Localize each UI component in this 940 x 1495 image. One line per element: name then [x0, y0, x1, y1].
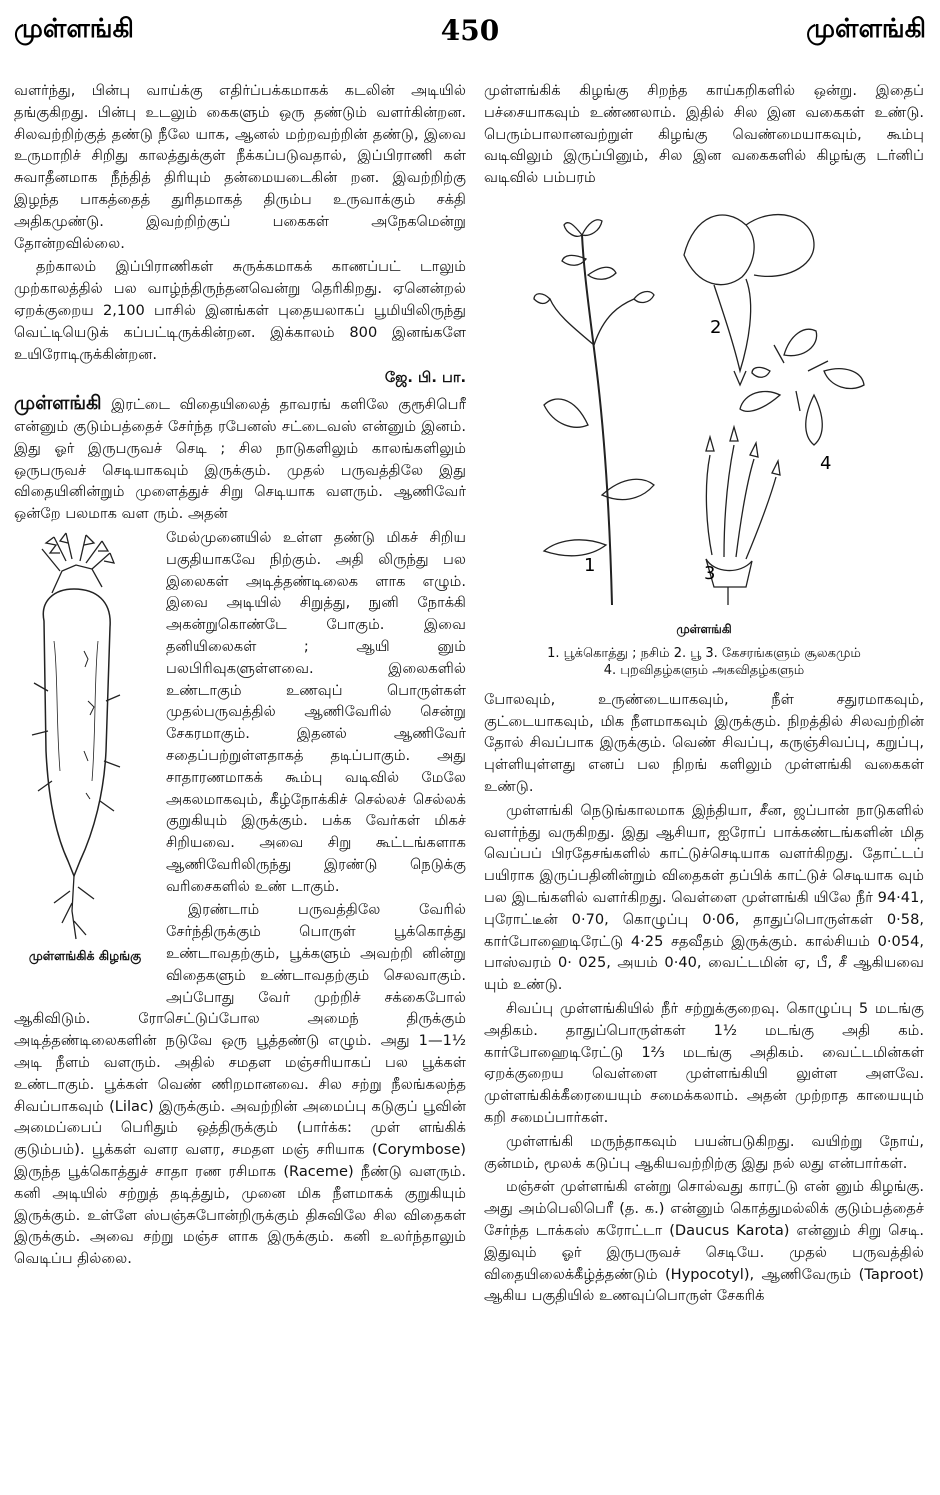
right-paragraph-3: முள்ளங்கி நெடுங்காலமாக இந்தியா, சீன, ஜப்பான் நாடுகளில் வளர்ந்து வருகிறது. இது ஆசியா, ஐரோப் பாக்கண்டங்களின் மித வெப்பப் பிரதேசங்களில் காட்டுச்செடியாக வளர்கிறது. தோட்டப் பயிராக இருப்பதினின்றும் விதைகள் தப்பிக் காட்டுச் செடியாக வும் பல இடங்களில் வளர்கிறது. வெள்ளை முள்ளங்கி யிலே நீர் 94·41, புரோட்டீன் 0·70, கொழுப்பு 0·06, தாதுப்பொருள்கள் 0·58, கார்போஹைடிரேட்டு 4·25 சதவீதம் இருக்கும். கால்சியம் 0·054, பாஸ்வரம் 0· 025, அயம் 0·40, வைட்டமின் ஏ, பீ, சீ ஆகியவை யும் உண்டு. [484, 801, 924, 994]
author-signature: ஜே. பி. பா. [384, 369, 466, 387]
figure-caption-line-2: 4. புறவிதழ்களும் அகவிதழ்களும் [603, 662, 805, 678]
figure-label-1: 1 [584, 554, 596, 576]
entry-paragraph [14, 393, 466, 525]
figure-label-4: 4 [820, 452, 832, 474]
left-paragraph-4: இரண்டாம் பருவத்திலே வேரில் சேர்ந்திருக்கும் பொருள் பூக்கொத்து உண்டாவதற்கும், பூக்களும் அவற்றி னின்று விதைகளும் உண்டாவதற்கும் செலவாகும். அப்போது வேர் முற்றிச் சக்கைபோல் ஆகிவிடும். ரோசெட்டுப்போல அமைந் திருக்கும் அடித்தண்டிலைகளின் நடுவே ஒரு பூத்தண்டு எழும். அது 1—1½ அடி நீளம் வளரும். அதில் சமதள மஞ்சரியாகப் பல பூக்கள் உண்டாகும். பூக்கள் வெண் ணிறமானவை. சில சற்று நீலங்கலந்த சிவப்பாகவும் (Lilac) இருக்கும். அவற்றின் அமைப்பு கடுகுப் பூவின் அமைப்பைப் பெரிதும் ஒத்திருக்கும் (பார்க்க: முள் ளங்கிக் குடும்பம்). பூக்கள் வளர வளர, சமதள மஞ் சரியாக (Corymbose) இருந்த பூக்கொத்துச் சாதா ரண ரசிமாக (Raceme) நீண்டு வளரும். கனி அடியில் சற்றுத் தடித்தும், முனை மிக நீளமாகக் குறுகியும் இருக்கும். உள்ளே ஸ்பஞ்சுபோன்றிருக்கும் திசுவிலே சில விதைகள் இருக்கும். அவை சற்று மஞ்ச ளாக இருக்கும். கனி உலர்ந்தாலும் வெடிப்ப தில்லை. [14, 901, 466, 1268]
figure-label-2: 2 [710, 316, 722, 338]
right-paragraph-2: போலவும், உருண்டையாகவும், நீள் சதுரமாகவும், குட்டையாகவும், மிக நீளமாகவும் இருக்கும். நிறத்தில் சிலவற்றின் தோல் சிவப்பாக இருக்கும். வெண் சிவப்பு, கருஞ்சிவப்பு, கறுப்பு, புள்ளியுள்ளது எனப் பல நிறங் களிலும் முள்ளங்கி வகைகள் உண்டு. [484, 690, 924, 795]
radish-root-figure [14, 531, 156, 993]
right-paragraph-5: முள்ளங்கி மருந்தாகவும் பயன்படுகிறது. வயிற்று நோய், குன்மம், மூலக் கடுப்பு ஆகியவற்றிற்கு இது நல் லது என்பார்கள். [484, 1132, 924, 1172]
radish-figure-caption: முள்ளங்கிக் கிழங்கு [28, 947, 142, 963]
right-paragraph-4: சிவப்பு முள்ளங்கியில் நீர் சற்றுக்குறைவு. கொழுப்பு 5 மடங்கு அதிகம். தாதுப்பொருள்கள் 1½ மடங்கு அதி கம். கார்போஹைடிரேட்டு 1⅔ மடங்கு அதிகம். வைட்டமின்கள் ஏறக்குறைய வெள்ளை முள்ளங்கியி லுள்ள அளவே. முள்ளங்கிக்கீரையையும் சமைக்கலாம். அதன் முற்றாத காயையும் கறி சமைப்பார்கள். [484, 999, 924, 1126]
entry-headword: முள்ளங்கி [14, 392, 102, 415]
left-column [14, 80, 466, 1272]
left-paragraph-1: வளர்ந்து, பின்பு வாய்க்கு எதிர்ப்பக்கமாகக் கடலின் அடியில் தங்குகிறது. பின்பு உடலும் கைகளும் ஒரு தண்டும் வளர்கின்றன. சிலவற்றிற்குத் தண்டு நீலே யாக, ஆனல் மற்றவற்றின் தண்டு, இவை உருமாறிச் சிறிது காலத்துக்குள் நீக்கப்படுவதால், இப்பிராணி கள் சுவாதீனமாக நீந்தித் திரியும் தன்மையடைகின் றன. இவற்றிற்கு இழந்த பாகத்தைத் துரிதமாகத் திரும்ப உருவாக்கும் சக்தி அதிகமுண்டு. இவற்றிற்குப் பகைகள் அநேகமென்று தோன்றவில்லை. [14, 82, 466, 252]
figure-title: முள்ளங்கி [676, 621, 732, 636]
right-paragraph-1: முள்ளங்கிக் கிழங்கு சிறந்த காய்கறிகளில் ஒன்று. இதைப் பச்சையாகவும் உண்ணலாம். இதில் சில இன வகைகள் உண்டு. பெரும்பாலானவற்றுள் கிழங்கு வெண்மையாகவும், கூம்பு வடிவிலும் இருப்பினும், சில இன வகைகளில் கிழங்கு டர்னிப் வடிவில் பம்பரம் [484, 82, 924, 187]
figure-caption [484, 645, 924, 679]
entry-body-continued: மேல்முனையில் உள்ள தண்டு மிகச் சிறிய பகுதியாகவே நிற்கும். அதி லிருந்து பல இலைகள் அடித்தண்டிலைக ளாக எழும். இவை அடியில் சிறுத்து, நுனி நோக்கி அகன்றுகொண்டே போகும். இவை தனியிலைகள் ; ஆயி னும் பலபிரிவுகளுள்ளவை. இலைகளில் உண்டாகும் உணவுப் பொருள்கள் முதல்பருவத்தில் ஆணிவேரில் சென்று சேகரமாகும். இதனல் ஆணிவேர் சதைப்பற்றுள்ளதாகத் தடிப்பாகும். அது சாதாரணமாகக் கூம்பு வடிவில் மேலே அகலமாகவும், கீழ்நோக்கிச் செல்லச் செல்லக் குறுகியும் இருக்கும். பக்க வேர்கள் மிகச் சிறியவை. அவை சிறு கூட்டங்களாக ஆணிவேரிலிருந்து இரண்டு நெடுக்கு வரிசைகளில் உண் டாகும். [166, 528, 466, 895]
entry-body-start: இரட்டை விதையிலைத் தாவரங் களிலே குரூசிபெரீ என்னும் குடும்பத்தைச் சேர்ந்த ரபேனஸ் சட்டைவஸ் என்னும் இனம். இது ஓர் இருபருவச் செடி ; சில நாடுகளிலும் காலங்களிலும் ஒருபருவச் செடியாகவும் இருக்கும். முதல் பருவத்திலே இது விதையினின்றும் முளைத்துச் சிறு செடியாக வளரும். ஆணிவேர் ஒன்றே பலமாக வள ரும். அதன் [14, 396, 466, 523]
radish-illustration [14, 531, 156, 943]
running-head-left: முள்ளங்கி [14, 14, 134, 44]
plant-figure [484, 195, 924, 615]
plant-illustration [484, 195, 924, 615]
right-column [484, 80, 924, 1309]
right-paragraph-6: மஞ்சள் முள்ளங்கி என்று சொல்வது காரட்டு என் னும் கிழங்கு. அது அம்பெலிபெரீ (த. க.) என்னும் கொத்துமல்லிக் குடும்பத்தைச் சேர்ந்த டாக்கஸ் கரோட்டா (Daucus Karota) என்னும் சிறு செடி. இதுவும் ஓர் இருபருவச் செடியே. முதல் பருவத்தில் விதையிலைக்கீழ்த்தண்டும் (Hypocotyl), ஆணிவேரும் (Taproot) ஆகிய பகுதியில் உணவுப்பொருள் சேகரிக் [484, 1178, 924, 1305]
figure-label-3: 3 [704, 562, 716, 584]
figure-caption-line-1: 1. பூக்கொத்து ; நசிம் 2. பூ 3. கேசரங்களும் சூலகமும் [547, 645, 861, 661]
left-paragraph-2: தற்காலம் இப்பிராணிகள் சுருக்கமாகக் காணப்பட் டாலும் முற்காலத்தில் பல வாழ்ந்திருந்தனவென்று தெரிகிறது. ஏனென்றல் ஏறக்குறைய 2,100 பாசில் இனங்கள் புதையலாகப் பூமியிலிருந்து வெட்டியெடுக் கப்பட்டிருக்கின்றன. இக்காலம் 800 இனங்களே உயிரோடிருக்கின்றன. [14, 258, 466, 363]
page-number: 450 [440, 14, 500, 47]
running-head-right: முள்ளங்கி [806, 14, 926, 44]
